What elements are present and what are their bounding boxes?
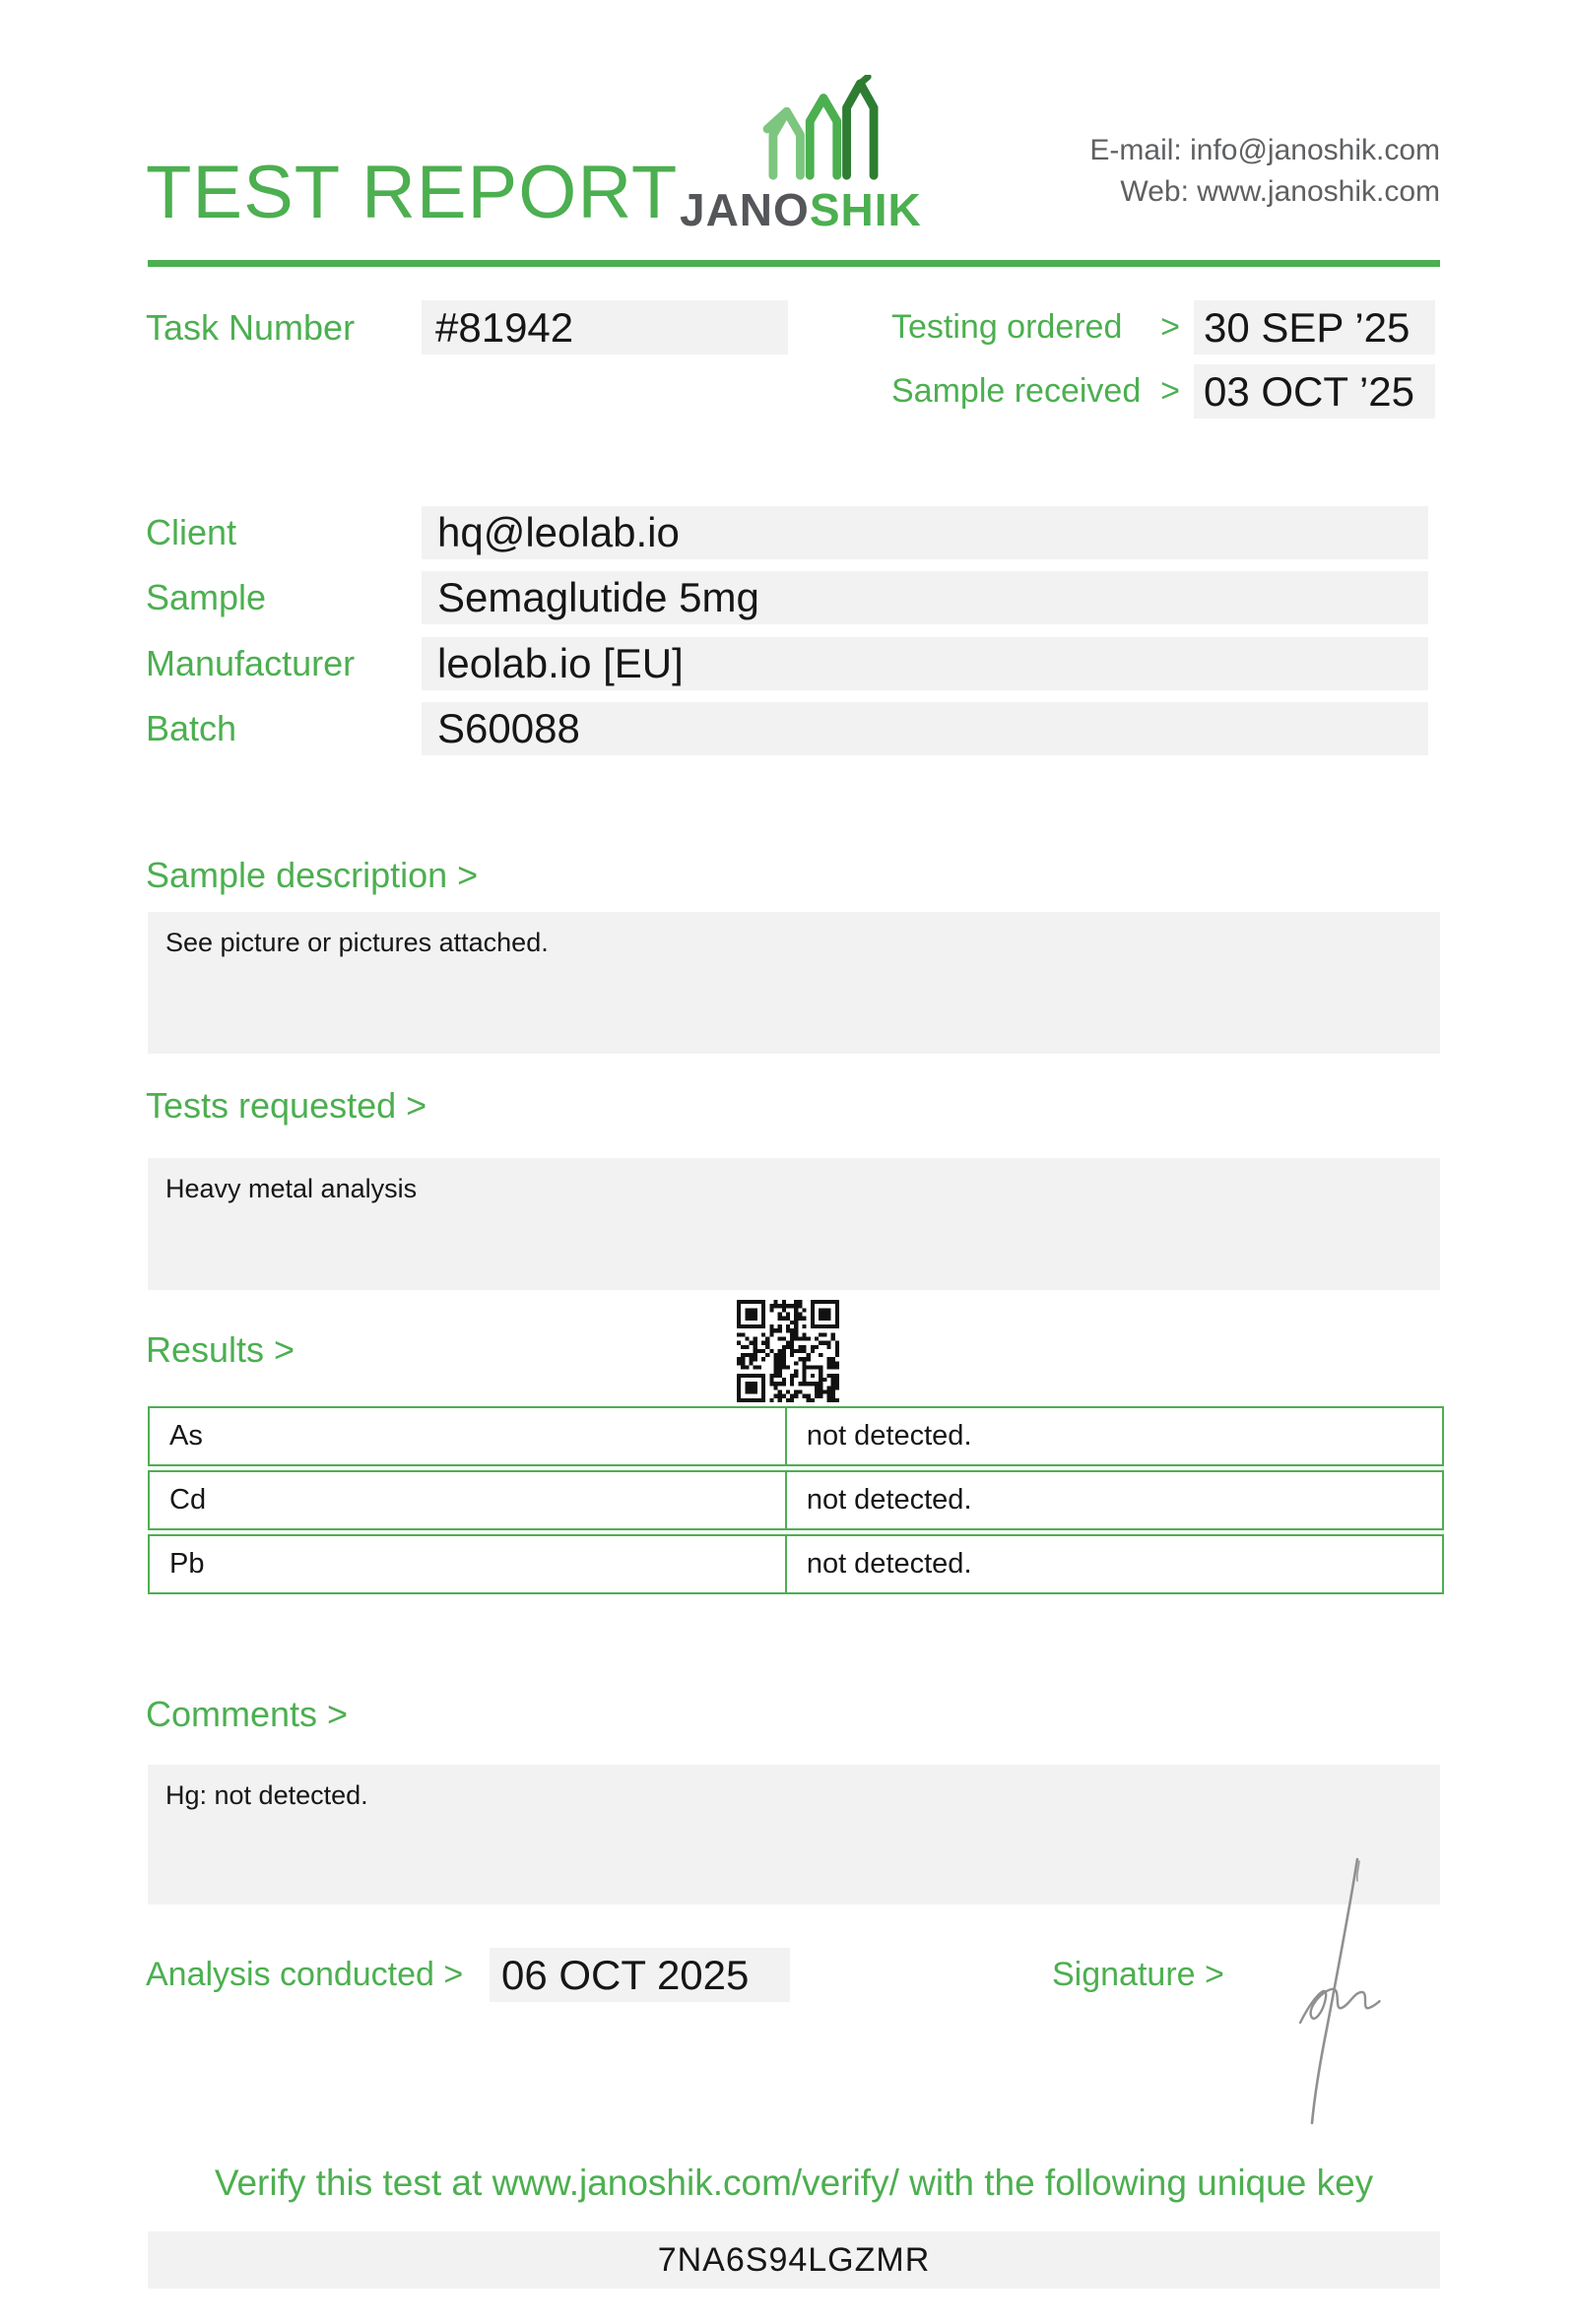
sample-label: Sample: [146, 577, 267, 617]
handwritten-signature: [1271, 1853, 1384, 2136]
client-label: Client: [146, 512, 237, 552]
sample-description-body: See picture or pictures attached.: [165, 928, 549, 957]
comments-body: Hg: not detected.: [165, 1780, 368, 1810]
logo-shik: SHIK: [809, 184, 922, 235]
analysis-conducted-label: Analysis conducted >: [146, 1956, 464, 1993]
unique-key-value: 7NA6S94LGZMR: [148, 2231, 1440, 2289]
table-row: [148, 1534, 1444, 1594]
tests-requested-body: Heavy metal analysis: [165, 1174, 418, 1203]
testing-ordered-arrow: >: [1160, 308, 1180, 346]
result-cell: not detected.: [806, 1484, 972, 1516]
sample-received-value: 03 OCT ’25: [1194, 364, 1435, 419]
comments-heading: Comments >: [146, 1694, 349, 1734]
growth-chart-icon: [758, 75, 886, 188]
batch-value: S60088: [422, 702, 1428, 755]
analyte-cell: Pb: [150, 1536, 787, 1592]
tests-requested-panel: [148, 1158, 1440, 1290]
testing-ordered-row: [891, 300, 1435, 355]
contact-email: E-mail: info@janoshik.com: [1089, 134, 1440, 166]
task-number-label: Task Number: [146, 307, 356, 348]
comments-panel: [148, 1765, 1440, 1904]
contact-web: Web: www.janoshik.com: [1120, 175, 1440, 208]
sample-received-row: [891, 364, 1435, 419]
logo-jano: JANO: [680, 184, 810, 235]
manufacturer-value: leolab.io [EU]: [422, 637, 1428, 690]
contact-info: [1089, 130, 1440, 213]
task-number-value: #81942: [422, 300, 788, 355]
analysis-date-value: 06 OCT 2025: [490, 1948, 790, 2002]
logo-wordmark: [680, 183, 922, 236]
signature-label: Signature >: [1052, 1956, 1224, 1993]
results-table: [148, 1406, 1444, 1598]
analyte-cell: As: [150, 1408, 787, 1464]
manufacturer-label: Manufacturer: [146, 643, 356, 683]
qr-code: [737, 1300, 839, 1402]
batch-label: Batch: [146, 708, 237, 748]
client-value: hq@leolab.io: [422, 506, 1428, 559]
sample-received-label: Sample received: [891, 372, 1142, 410]
table-row: [148, 1406, 1444, 1466]
result-cell: not detected.: [806, 1420, 972, 1452]
page-title: TEST REPORT: [146, 151, 679, 234]
testing-ordered-value: 30 SEP ’25: [1194, 300, 1435, 355]
header-divider: [148, 260, 1440, 267]
result-cell: not detected.: [806, 1548, 972, 1580]
sample-value: Semaglutide 5mg: [422, 571, 1428, 624]
results-heading: Results >: [146, 1329, 296, 1370]
sample-description-panel: [148, 912, 1440, 1054]
verify-instruction: Verify this test at www.janoshik.com/verify/ with the following unique key: [214, 2163, 1374, 2203]
testing-ordered-label: Testing ordered: [891, 308, 1123, 346]
analyte-cell: Cd: [150, 1472, 787, 1528]
sample-description-heading: Sample description >: [146, 855, 479, 895]
tests-requested-heading: Tests requested >: [146, 1085, 427, 1126]
sample-received-arrow: >: [1160, 372, 1180, 410]
table-row: [148, 1470, 1444, 1530]
